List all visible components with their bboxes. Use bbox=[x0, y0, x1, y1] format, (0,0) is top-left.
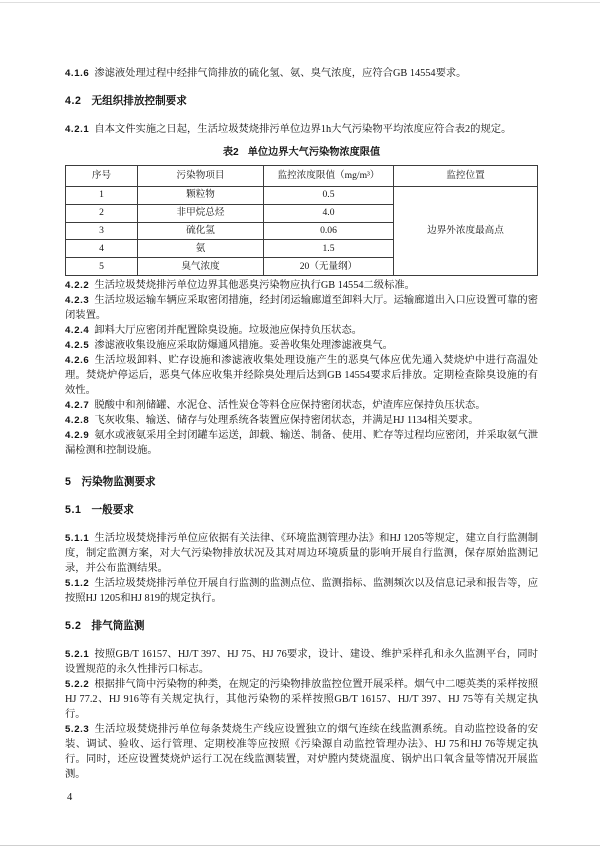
clause-number: 5.2.1 bbox=[65, 648, 90, 660]
heading-number: 5.1 bbox=[65, 503, 82, 516]
clause-4-2-2 bbox=[65, 278, 538, 293]
scan-top-edge bbox=[0, 2, 600, 3]
clause-4-2-7 bbox=[65, 398, 538, 413]
clause-number: 4.2.7 bbox=[65, 399, 90, 411]
table2-header-cell: 序号 bbox=[66, 166, 138, 187]
document-page-body bbox=[65, 66, 538, 782]
table2-header-cell: 监控浓度限值（mg/m³） bbox=[264, 166, 394, 187]
clause-text: 按照GB/T 16157、HJ/T 397、HJ 75、HJ 76要求，设计、建设、维护采样孔和永久监测平台，同时设置规范的永久性排污口标志。 bbox=[65, 648, 538, 675]
table2-cell: 2 bbox=[66, 204, 138, 222]
clause-text: 脱酸中和剂储罐、水泥仓、活性炭仓等料仓应保持密闭状态，炉渣库应保持负压状态。 bbox=[94, 399, 486, 411]
clause-number: 4.2.9 bbox=[65, 429, 90, 441]
clause-text: 生活垃圾焚烧排污单位边界其他恶臭污染物应执行GB 14554二级标准。 bbox=[94, 279, 415, 291]
clause-number: 4.2.8 bbox=[65, 414, 90, 426]
heading-title: 排气筒监测 bbox=[91, 619, 145, 632]
clause-number: 5.2.2 bbox=[65, 678, 90, 690]
table2-merged-location-cell: 边界外浓度最高点 bbox=[394, 187, 538, 276]
section-heading-5 bbox=[65, 475, 538, 490]
table2-cell: 0.06 bbox=[264, 222, 394, 240]
clause-4-2-5 bbox=[65, 338, 538, 353]
table2-cell: 4.0 bbox=[264, 204, 394, 222]
clause-text: 生活垃圾运输车辆应采取密闭措施，经封闭运输廊道至卸料大厅。运输廊道出入口应设置可靠的密闭装置。 bbox=[65, 294, 538, 321]
heading-number: 4.2 bbox=[65, 95, 82, 107]
table2-caption-title: 单位边界大气污染物浓度限值 bbox=[247, 147, 381, 158]
clause-text: 生活垃圾焚烧排污单位每条焚烧生产线应设置独立的烟气连续在线监测系统。自动监控设备的安装、调试、验收、运行管理、定期校准等应按照《污染源自动监控管理办法》、HJ 75和HJ 76等规定执行。同时，还应设置焚烧炉运行工况在线监测装置，对炉膛内焚烧温度、锅炉出口氧含量等情况开展监测。 bbox=[65, 723, 538, 780]
page-number: 4 bbox=[67, 792, 73, 803]
table2-cell: 臭气浓度 bbox=[138, 258, 264, 276]
table2-cell: 3 bbox=[66, 222, 138, 240]
clause-text: 飞灰收集、输送、储存与处理系统各装置应保持密闭状态，并满足HJ 1134相关要求。 bbox=[94, 414, 479, 426]
clause-text: 渗滤液处理过程中经排气筒排放的硫化氢、氨、臭气浓度，应符合GB 14554要求。 bbox=[94, 68, 467, 79]
clause-number: 4.2.3 bbox=[65, 294, 90, 306]
table2-cell: 颗粒物 bbox=[138, 187, 264, 205]
clause-number: 4.2.6 bbox=[65, 354, 90, 366]
clause-text: 氨水或液氨采用全封闭罐车运送，卸载、输送、制备、使用、贮存等过程均应密闭，并采取氨气泄漏检测和控制设施。 bbox=[65, 429, 538, 456]
table2-cell: 1.5 bbox=[264, 240, 394, 258]
table2-cell: 0.5 bbox=[264, 187, 394, 205]
clause-5-1-1 bbox=[65, 531, 538, 576]
scan-bottom-edge bbox=[0, 845, 600, 846]
heading-title: 污染物监测要求 bbox=[81, 475, 156, 488]
clause-5-2-3 bbox=[65, 722, 538, 782]
section-heading-5-1 bbox=[65, 503, 538, 518]
clause-4-2-6 bbox=[65, 353, 538, 398]
clause-number: 4.1.6 bbox=[65, 68, 90, 79]
table2-caption-label: 表2 bbox=[222, 147, 239, 158]
section-heading-5-2 bbox=[65, 619, 538, 634]
table2-cell: 氨 bbox=[138, 240, 264, 258]
heading-number: 5.2 bbox=[65, 619, 82, 632]
table2-row bbox=[66, 187, 538, 205]
table2 bbox=[65, 165, 538, 276]
table2-cell: 5 bbox=[66, 258, 138, 276]
clause-4-2-1 bbox=[65, 122, 538, 137]
table2-cell: 1 bbox=[66, 187, 138, 205]
clause-4-2-9 bbox=[65, 428, 538, 458]
clause-text: 生活垃圾焚烧排污单位开展自行监测的监测点位、监测指标、监测频次以及信息记录和报告等，应按照HJ 1205和HJ 819的规定执行。 bbox=[65, 577, 538, 604]
table2-header-row bbox=[66, 166, 538, 187]
table2-header-cell: 污染物项目 bbox=[138, 166, 264, 187]
table2-cell: 非甲烷总烃 bbox=[138, 204, 264, 222]
clause-text: 渗滤液收集设施应采取防爆通风措施。妥善收集处理渗滤液臭气。 bbox=[94, 339, 393, 351]
table2-cell: 硫化氢 bbox=[138, 222, 264, 240]
heading-number: 5 bbox=[65, 475, 72, 488]
clause-text: 自本文件实施之日起，生活垃圾焚烧排污单位边界1h大气污染物平均浓度应符合表2的规定。 bbox=[94, 124, 512, 135]
clause-text: 卸料大厅应密闭并配置除臭设施。垃圾池应保持负压状态。 bbox=[94, 324, 363, 336]
clause-5-2-2 bbox=[65, 677, 538, 722]
clause-number: 5.2.3 bbox=[65, 723, 90, 735]
clause-5-1-2 bbox=[65, 576, 538, 606]
table2-cell: 4 bbox=[66, 240, 138, 258]
section-heading-4-2 bbox=[65, 94, 538, 109]
clause-text: 根据排气筒中污染物的种类，在规定的污染物排放监控位置开展采样。烟气中二噁英类的采样按照HJ 77.2、HJ 916等有关规定执行，其他污染物的采样按照GB/T 16157、HJ/T 397、HJ 75等有关规定执行。 bbox=[65, 678, 538, 720]
clause-5-2-1 bbox=[65, 647, 538, 677]
clause-number: 4.2.2 bbox=[65, 279, 90, 291]
clause-4-2-4 bbox=[65, 323, 538, 338]
clause-4-2-3 bbox=[65, 293, 538, 323]
table2-header-cell: 监控位置 bbox=[394, 166, 538, 187]
heading-title: 一般要求 bbox=[91, 503, 134, 516]
clause-number: 4.2.1 bbox=[65, 124, 90, 135]
table2-caption bbox=[65, 145, 538, 160]
table2-cell: 20（无量纲） bbox=[264, 258, 394, 276]
clause-number: 4.2.4 bbox=[65, 324, 90, 336]
clause-number: 5.1.2 bbox=[65, 577, 90, 589]
clause-text: 生活垃圾卸料、贮存设施和渗滤液收集处理设施产生的恶臭气体应优先通入焚烧炉中进行高温处理。焚烧炉停运后，恶臭气体应收集并经除臭处理后达到GB 14554要求后排放。定期检查除臭设施的有效性。 bbox=[65, 354, 538, 396]
clause-number: 5.1.1 bbox=[65, 532, 90, 544]
clause-number: 4.2.5 bbox=[65, 339, 90, 351]
clause-4-1-6 bbox=[65, 66, 538, 81]
clause-4-2-8 bbox=[65, 413, 538, 428]
clause-text: 生活垃圾焚烧排污单位应依据有关法律、《环境监测管理办法》和HJ 1205等规定，建立自行监测制度，制定监测方案，对大气污染物排放状况及其对周边环境质量的影响开展自行监测，保存原始监测记录，并公布监测结果。 bbox=[65, 532, 538, 574]
heading-title: 无组织排放控制要求 bbox=[91, 95, 187, 107]
